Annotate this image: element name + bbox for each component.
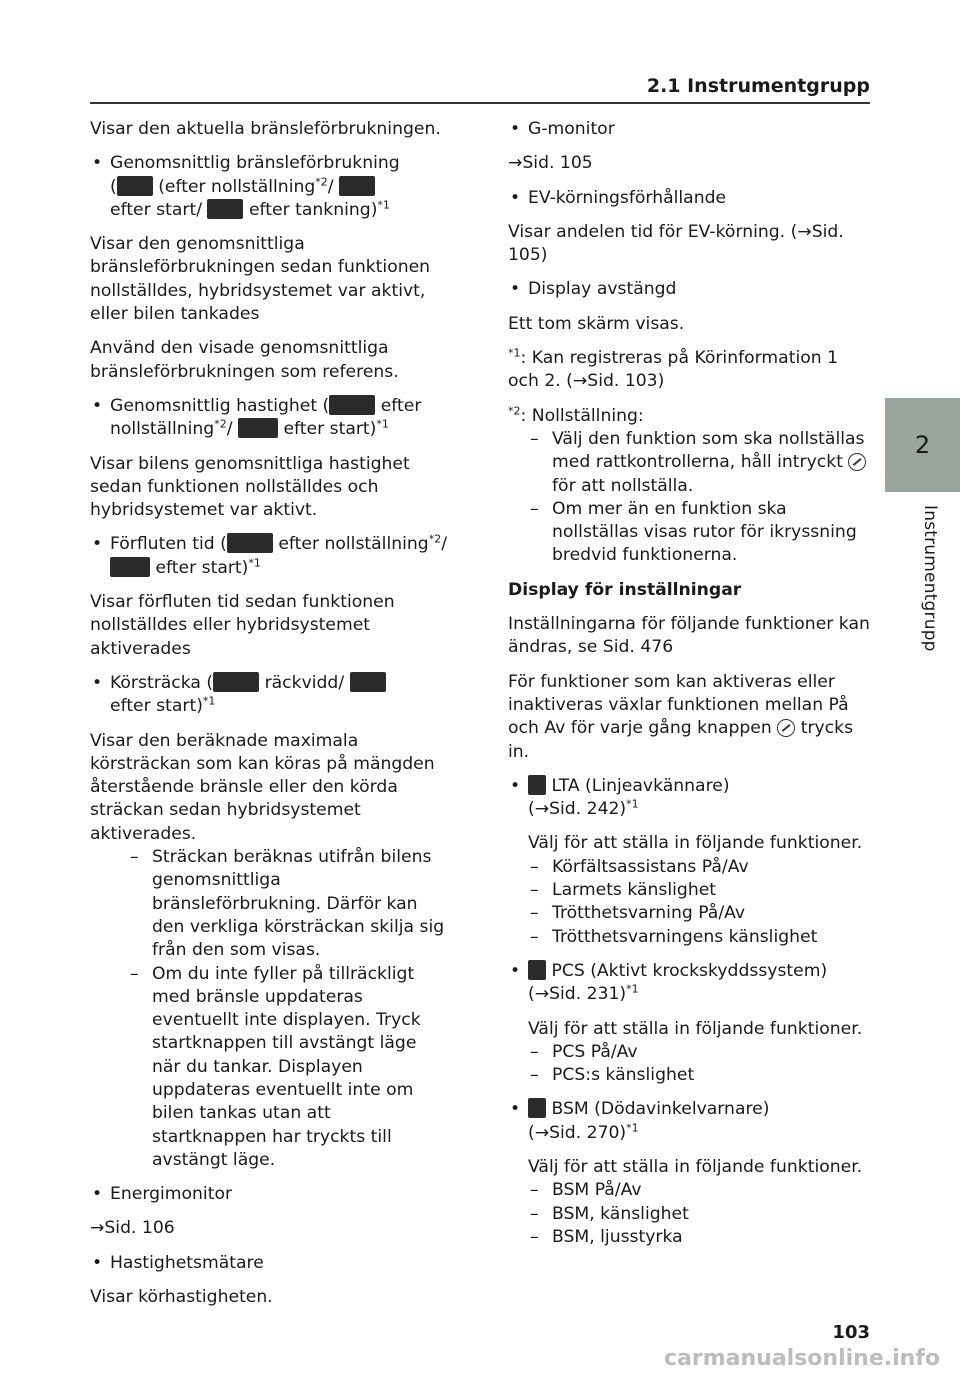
paragraph: Visar den genomsnittliga bränsleförbrukningen sedan funktionen nollställdes, hybridsystemet var aktivt, eller bilen tankades <box>90 234 431 325</box>
paragraph: Visar bilens genomsnittliga hastighet sedan funktionen nollställdes och hybridsystemet var aktivt. <box>90 453 410 521</box>
dash-item: – Sträckan beräknas utifrån bilens genomsnittliga bränsleförbrukning. Därför kan den verkliga körsträckan skilja sig från den som visas. <box>130 846 450 962</box>
paragraph: Visar den aktuella bränsleförbrukningen. <box>90 119 441 139</box>
list-item: • Hastighetsmätare <box>90 1252 450 1275</box>
right-column <box>508 118 870 1249</box>
list-item: • EV-körningsförhållande <box>508 187 870 210</box>
dash-item: – Om mer än en funktion ska nollställas visas rutor för ikryssning bredvid funktionerna. <box>530 498 870 568</box>
dash-item: – Trötthetsvarning På/Av <box>530 902 870 925</box>
list-item: • Genomsnittlig bränsleförbrukning ( (efter nollställning$^{*2}$/ efter start/ efter tankning)$^{*1}$ <box>90 152 450 222</box>
list-item: • Genomsnittlig hastighet ( efter nollställning$^{*2}$/ efter start)$^{*1}$ <box>90 395 450 442</box>
page-reference: →Sid. 106 <box>90 1218 175 1239</box>
fuel-avg-refuel-icon <box>207 199 243 219</box>
list-item: • PCS (Aktivt krockskyddssystem) (→Sid. 231)$^{*1}$ <box>508 960 870 1007</box>
elapsed-time-start-icon <box>110 557 150 577</box>
paragraph: För funktioner som kan aktiveras eller inaktiveras växlar funktionen mellan På och Av för varje gång knappen trycks in. <box>508 671 854 762</box>
speed-avg-reset-icon <box>329 395 375 415</box>
chapter-label: Instrumentgrupp <box>920 504 940 652</box>
dash-item: – PCS:s känslighet <box>530 1064 870 1087</box>
pcs-icon <box>528 960 546 980</box>
paragraph: Inställningarna för följande funktioner kan ändras, se Sid. 476 <box>508 614 870 658</box>
section-heading: Display för inställningar <box>508 579 742 600</box>
page-header <box>90 74 870 104</box>
paragraph: Välj för att ställa in följande funktioner. <box>528 833 863 854</box>
dash-item: – Om du inte fyller på tillräckligt med bränsle uppdateras eventuellt inte displayen. Tryck startknappen till avstängt läge när du tankar. Displayen uppdateras eventuellt inte om bilen tankas utan att startknappen har tryckts till avstängt läge. <box>130 963 450 1173</box>
section-title: 2.1 Instrumentgrupp <box>646 75 870 97</box>
paragraph: Välj för att ställa in följande funktioner. <box>528 1018 863 1039</box>
list-item: • Körsträcka ( räckvidd/ efter start)$^{*1}$ <box>90 672 450 719</box>
paragraph: Visar andelen tid för EV-körning. (→Sid. 105) <box>508 221 844 266</box>
footnote-1: $^{*1}$: Kan registreras på Körinformation 1 och 2. (→Sid. 103) <box>508 346 839 392</box>
list-item: • Förfluten tid ( efter nollställning$^{*2}$/ efter start)$^{*1}$ <box>90 533 450 580</box>
paragraph: Ett tom skärm visas. <box>508 313 685 334</box>
watermark: carmanualsonline.info <box>664 1346 940 1371</box>
display-change-button-icon <box>777 719 795 737</box>
list-item: • Energimonitor <box>90 1183 450 1206</box>
distance-start-icon <box>350 672 386 692</box>
lta-icon <box>528 775 546 795</box>
left-column <box>90 118 450 1320</box>
fuel-avg-start-icon <box>339 176 375 196</box>
display-change-button-icon <box>848 453 866 471</box>
fuel-avg-reset-icon <box>117 176 153 196</box>
paragraph: Visar körhastigheten. <box>90 1287 273 1308</box>
driving-range-icon <box>213 672 259 692</box>
chapter-number: 2 <box>914 431 931 459</box>
dash-item: – Välj den funktion som ska nollställas med rattkontrollerna, håll intryckt för att nollställa. <box>530 428 870 498</box>
list-item: • Display avstängd <box>508 278 870 301</box>
dash-item: – BSM, känslighet <box>530 1203 870 1226</box>
page-number: 103 <box>832 1322 870 1343</box>
footnote-2: $^{*2}$: Nollställning: <box>508 403 644 426</box>
bsm-icon <box>528 1098 546 1118</box>
paragraph: Använd den visade genomsnittliga bränsleförbrukningen som referens. <box>90 338 399 382</box>
page-reference: →Sid. 105 <box>508 153 593 174</box>
chapter-tab <box>885 398 960 492</box>
paragraph: Välj för att ställa in följande funktioner. <box>528 1156 863 1177</box>
dash-item: – BSM, ljusstyrka <box>530 1226 870 1249</box>
dash-item: – BSM På/Av <box>530 1179 870 1202</box>
paragraph: Visar den beräknade maximala körsträckan som kan köras på mängden återstående bränsle eller den körda sträckan sedan hybridsystemet aktiverades. <box>90 730 435 844</box>
paragraph: Visar förfluten tid sedan funktionen nollställdes eller hybridsystemet aktiverades <box>90 592 395 659</box>
elapsed-time-reset-icon <box>227 533 273 553</box>
list-item: • LTA (Linjeavkännare) (→Sid. 242)$^{*1}$ <box>508 775 870 822</box>
dash-item: – Larmets känslighet <box>530 879 870 902</box>
speed-avg-start-icon <box>238 418 278 438</box>
list-item: • G-monitor <box>508 118 870 141</box>
dash-item: – PCS På/Av <box>530 1041 870 1064</box>
dash-item: – Trötthetsvarningens känslighet <box>530 926 870 949</box>
list-item: • BSM (Dödavinkelvarnare) (→Sid. 270)$^{*1}$ <box>508 1098 870 1145</box>
dash-item: – Körfältsassistans På/Av <box>530 856 870 879</box>
